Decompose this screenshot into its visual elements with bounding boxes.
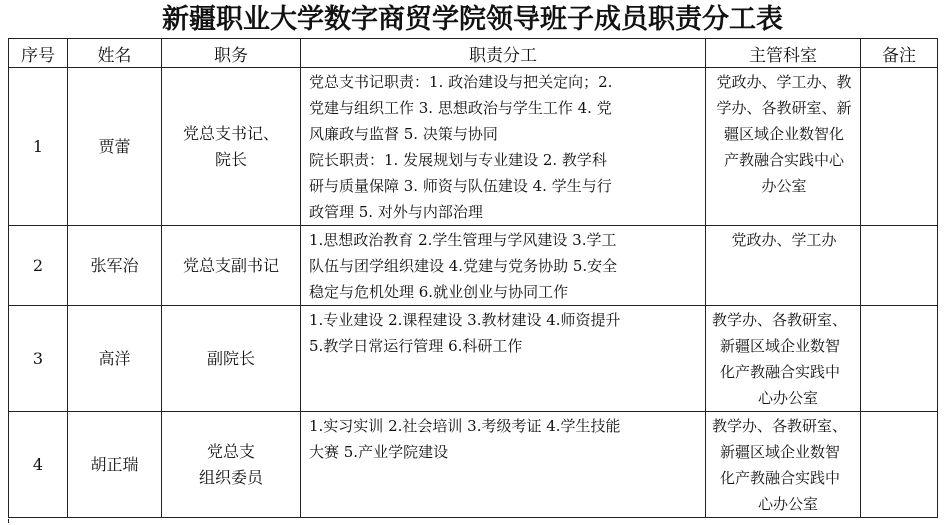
member-position [162, 306, 301, 412]
table-row [9, 306, 938, 412]
department-line: 教学办、各教研室、 [712, 417, 848, 435]
header-name: 姓名 [68, 39, 162, 68]
department-line: 产教融合实践中心 [723, 151, 844, 169]
duty-line: 5.教学日常运行管理 6.科研工作 [309, 337, 523, 355]
duty-line: 1.实习实训 2.社会培训 3.考级考证 4.学生技能 [309, 417, 621, 435]
duty-line: 院长职责：1. 发展规划与专业建设 2. 教学科 [309, 151, 607, 169]
position-line: 院长 [214, 149, 247, 169]
header-no: 序号 [9, 39, 68, 68]
department-line: 党政办、学工办 [731, 231, 837, 249]
member-duties [301, 68, 706, 226]
department-line: 教学办、各教研室、 [712, 311, 848, 329]
duty-line: 队伍与团学组织建设 4.党建与党务协助 5.安全 [309, 257, 618, 275]
department-line: 学办、各教研室、新 [716, 99, 852, 117]
duty-line: 1.专业建设 2.课程建设 3.教材建设 4.师资提升 [309, 311, 621, 329]
member-note [861, 306, 938, 412]
duty-line: 研与质量保障 3. 师资与队伍建设 4. 学生与行 [309, 177, 612, 195]
member-name: 胡正瑞 [68, 412, 162, 518]
table-row [9, 68, 938, 226]
member-departments [706, 306, 861, 412]
member-position [162, 412, 301, 518]
department-line: 新疆区域企业数智 [720, 337, 841, 355]
member-duties [301, 226, 706, 306]
department-line: 疆区域企业数智化 [723, 125, 844, 143]
page-title: 新疆职业大学数字商贸学院领导班子成员职责分工表 [162, 4, 783, 35]
header-department: 主管科室 [706, 39, 861, 68]
duty-line: 党总支书记职责：1. 政治建设与把关定向；2. [309, 73, 613, 91]
duty-line: 风廉政与监督 5. 决策与协同 [309, 125, 498, 143]
header-note: 备注 [861, 39, 938, 68]
department-line: 心办公室 [758, 495, 819, 513]
table-row [9, 226, 938, 306]
member-note [861, 226, 938, 306]
position-line: 党总支书记、 [182, 123, 279, 143]
member-duties [301, 412, 706, 518]
member-position [162, 68, 301, 226]
position-line: 党总支副书记 [182, 255, 279, 275]
header-position: 职务 [162, 39, 301, 68]
member-position [162, 226, 301, 306]
member-departments [706, 68, 861, 226]
duty-line: 稳定与危机处理 6.就业创业与协同工作 [309, 283, 569, 301]
table-header-row [9, 39, 938, 68]
member-departments [706, 226, 861, 306]
member-departments [706, 412, 861, 518]
member-note [861, 68, 938, 226]
row-number: 1 [9, 68, 68, 226]
department-line: 化产教融合实践中 [720, 363, 841, 381]
header-duties: 职责分工 [301, 39, 706, 68]
duty-table [8, 38, 938, 518]
row-number: 2 [9, 226, 68, 306]
department-line: 党政办、学工办、教 [716, 73, 852, 91]
member-duties [301, 306, 706, 412]
department-line: 新疆区域企业数智 [720, 443, 841, 461]
member-note [861, 412, 938, 518]
duty-line: 党建与组织工作 3. 思想政治与学生工作 4. 党 [309, 99, 612, 117]
department-line: 化产教融合实践中 [720, 469, 841, 487]
department-line: 心办公室 [758, 389, 819, 407]
table-edge-mark [8, 519, 13, 523]
department-line: 办公室 [761, 177, 807, 195]
member-name: 张军治 [68, 226, 162, 306]
duty-line: 1.思想政治教育 2.学生管理与学风建设 3.学工 [309, 231, 617, 249]
member-name: 高洋 [68, 306, 162, 412]
duty-line: 大赛 5.产业学院建设 [309, 443, 449, 461]
position-line: 组织委员 [198, 467, 263, 487]
table-row [9, 412, 938, 518]
member-name: 贾蕾 [68, 68, 162, 226]
position-line: 副院长 [206, 348, 255, 368]
row-number: 4 [9, 412, 68, 518]
position-line: 党总支 [206, 441, 255, 461]
row-number: 3 [9, 306, 68, 412]
duty-line: 政管理 5. 对外与内部治理 [309, 203, 483, 221]
